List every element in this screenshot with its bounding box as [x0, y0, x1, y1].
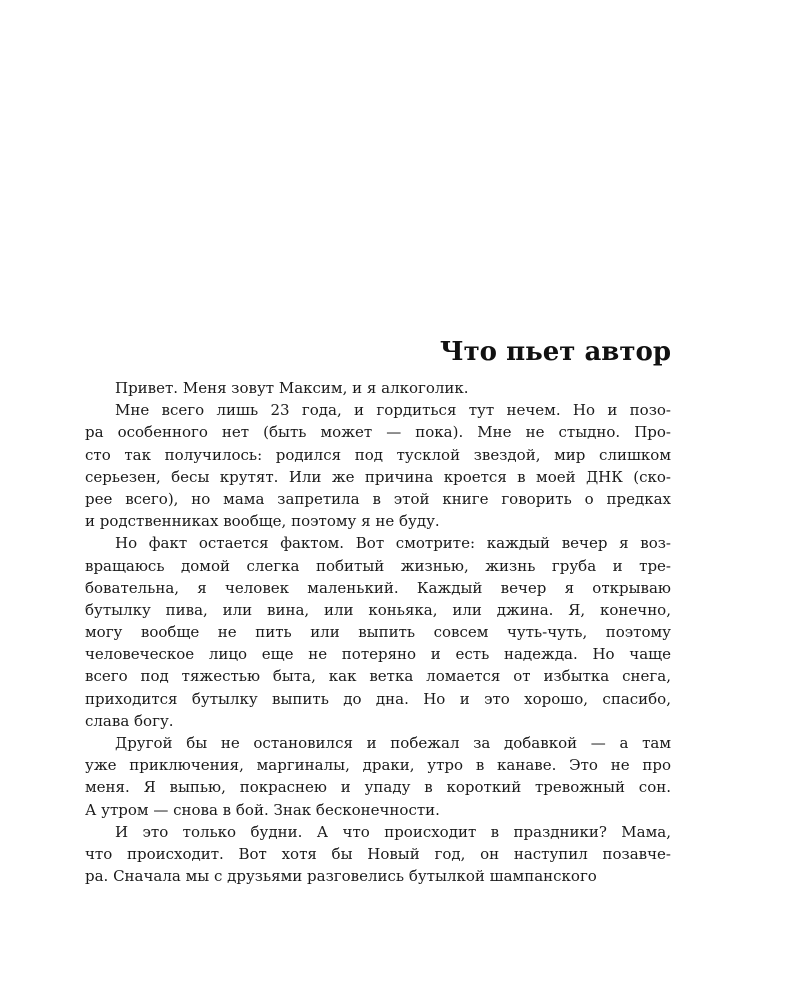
- text-line: всего под тяжестью быта, как ветка ломается от избытка снега,: [85, 667, 671, 686]
- text-line: ра. Сначала мы с друзьями разговелись бутылкой шампанского: [85, 867, 597, 886]
- text-line: слава богу.: [85, 711, 174, 730]
- text-line: бовательна, я человек маленький. Каждый вечер я открываю: [85, 578, 671, 597]
- text-line: и родственниках вообще, поэтому я не буду.: [85, 512, 440, 531]
- text-line: Мне всего лишь 23 года, и гордиться тут нечем. Но и позо-: [115, 401, 671, 420]
- text-line: сто так получилось: родился под тусклой звездой, мир слишком: [85, 445, 671, 464]
- text-line: серьезен, бесы крутят. Или же причина кроется в моей ДНК (ско-: [85, 467, 671, 486]
- text-line: Привет. Меня зовут Максим, и я алкоголик.: [115, 379, 469, 397]
- text-line: ра особенного нет (быть может — пока). Мне не стыдно. Про-: [85, 423, 671, 442]
- text-line: меня. Я выпью, покраснею и упаду в короткий тревожный сон.: [85, 778, 671, 797]
- text-line: Но факт остается фактом. Вот смотрите: каждый вечер я воз-: [115, 534, 671, 553]
- chapter-body: [85, 377, 671, 887]
- text-line: человеческое лицо еще не потеряно и есть надежда. Но чаще: [85, 645, 671, 664]
- text-line: приходится бутылку выпить до дна. Но и это хорошо, спасибо,: [85, 689, 671, 708]
- text-line: Другой бы не остановился и побежал за добавкой — а там: [115, 734, 671, 752]
- text-line: могу вообще не пить или выпить совсем чуть-чуть, поэтому: [85, 623, 671, 642]
- text-line: уже приключения, маргиналы, драки, утро в канаве. Это не про: [85, 756, 671, 775]
- text-line: рее всего), но мама запретила в этой книге говорить о предках: [85, 489, 671, 508]
- text-line: что происходит. Вот хотя бы Новый год, он наступил позавче-: [85, 844, 671, 863]
- text-line: А утром — снова в бой. Знак бесконечности.: [85, 800, 440, 819]
- text-line: вращаюсь домой слегка побитый жизнью, жизнь груба и тре-: [85, 556, 671, 575]
- text-line: бутылку пива, или вина, или коньяка, или джина. Я, конечно,: [85, 600, 671, 619]
- chapter-title: Что пьет автор: [439, 337, 671, 367]
- text-line: И это только будни. А что происходит в праздники? Мама,: [115, 822, 671, 841]
